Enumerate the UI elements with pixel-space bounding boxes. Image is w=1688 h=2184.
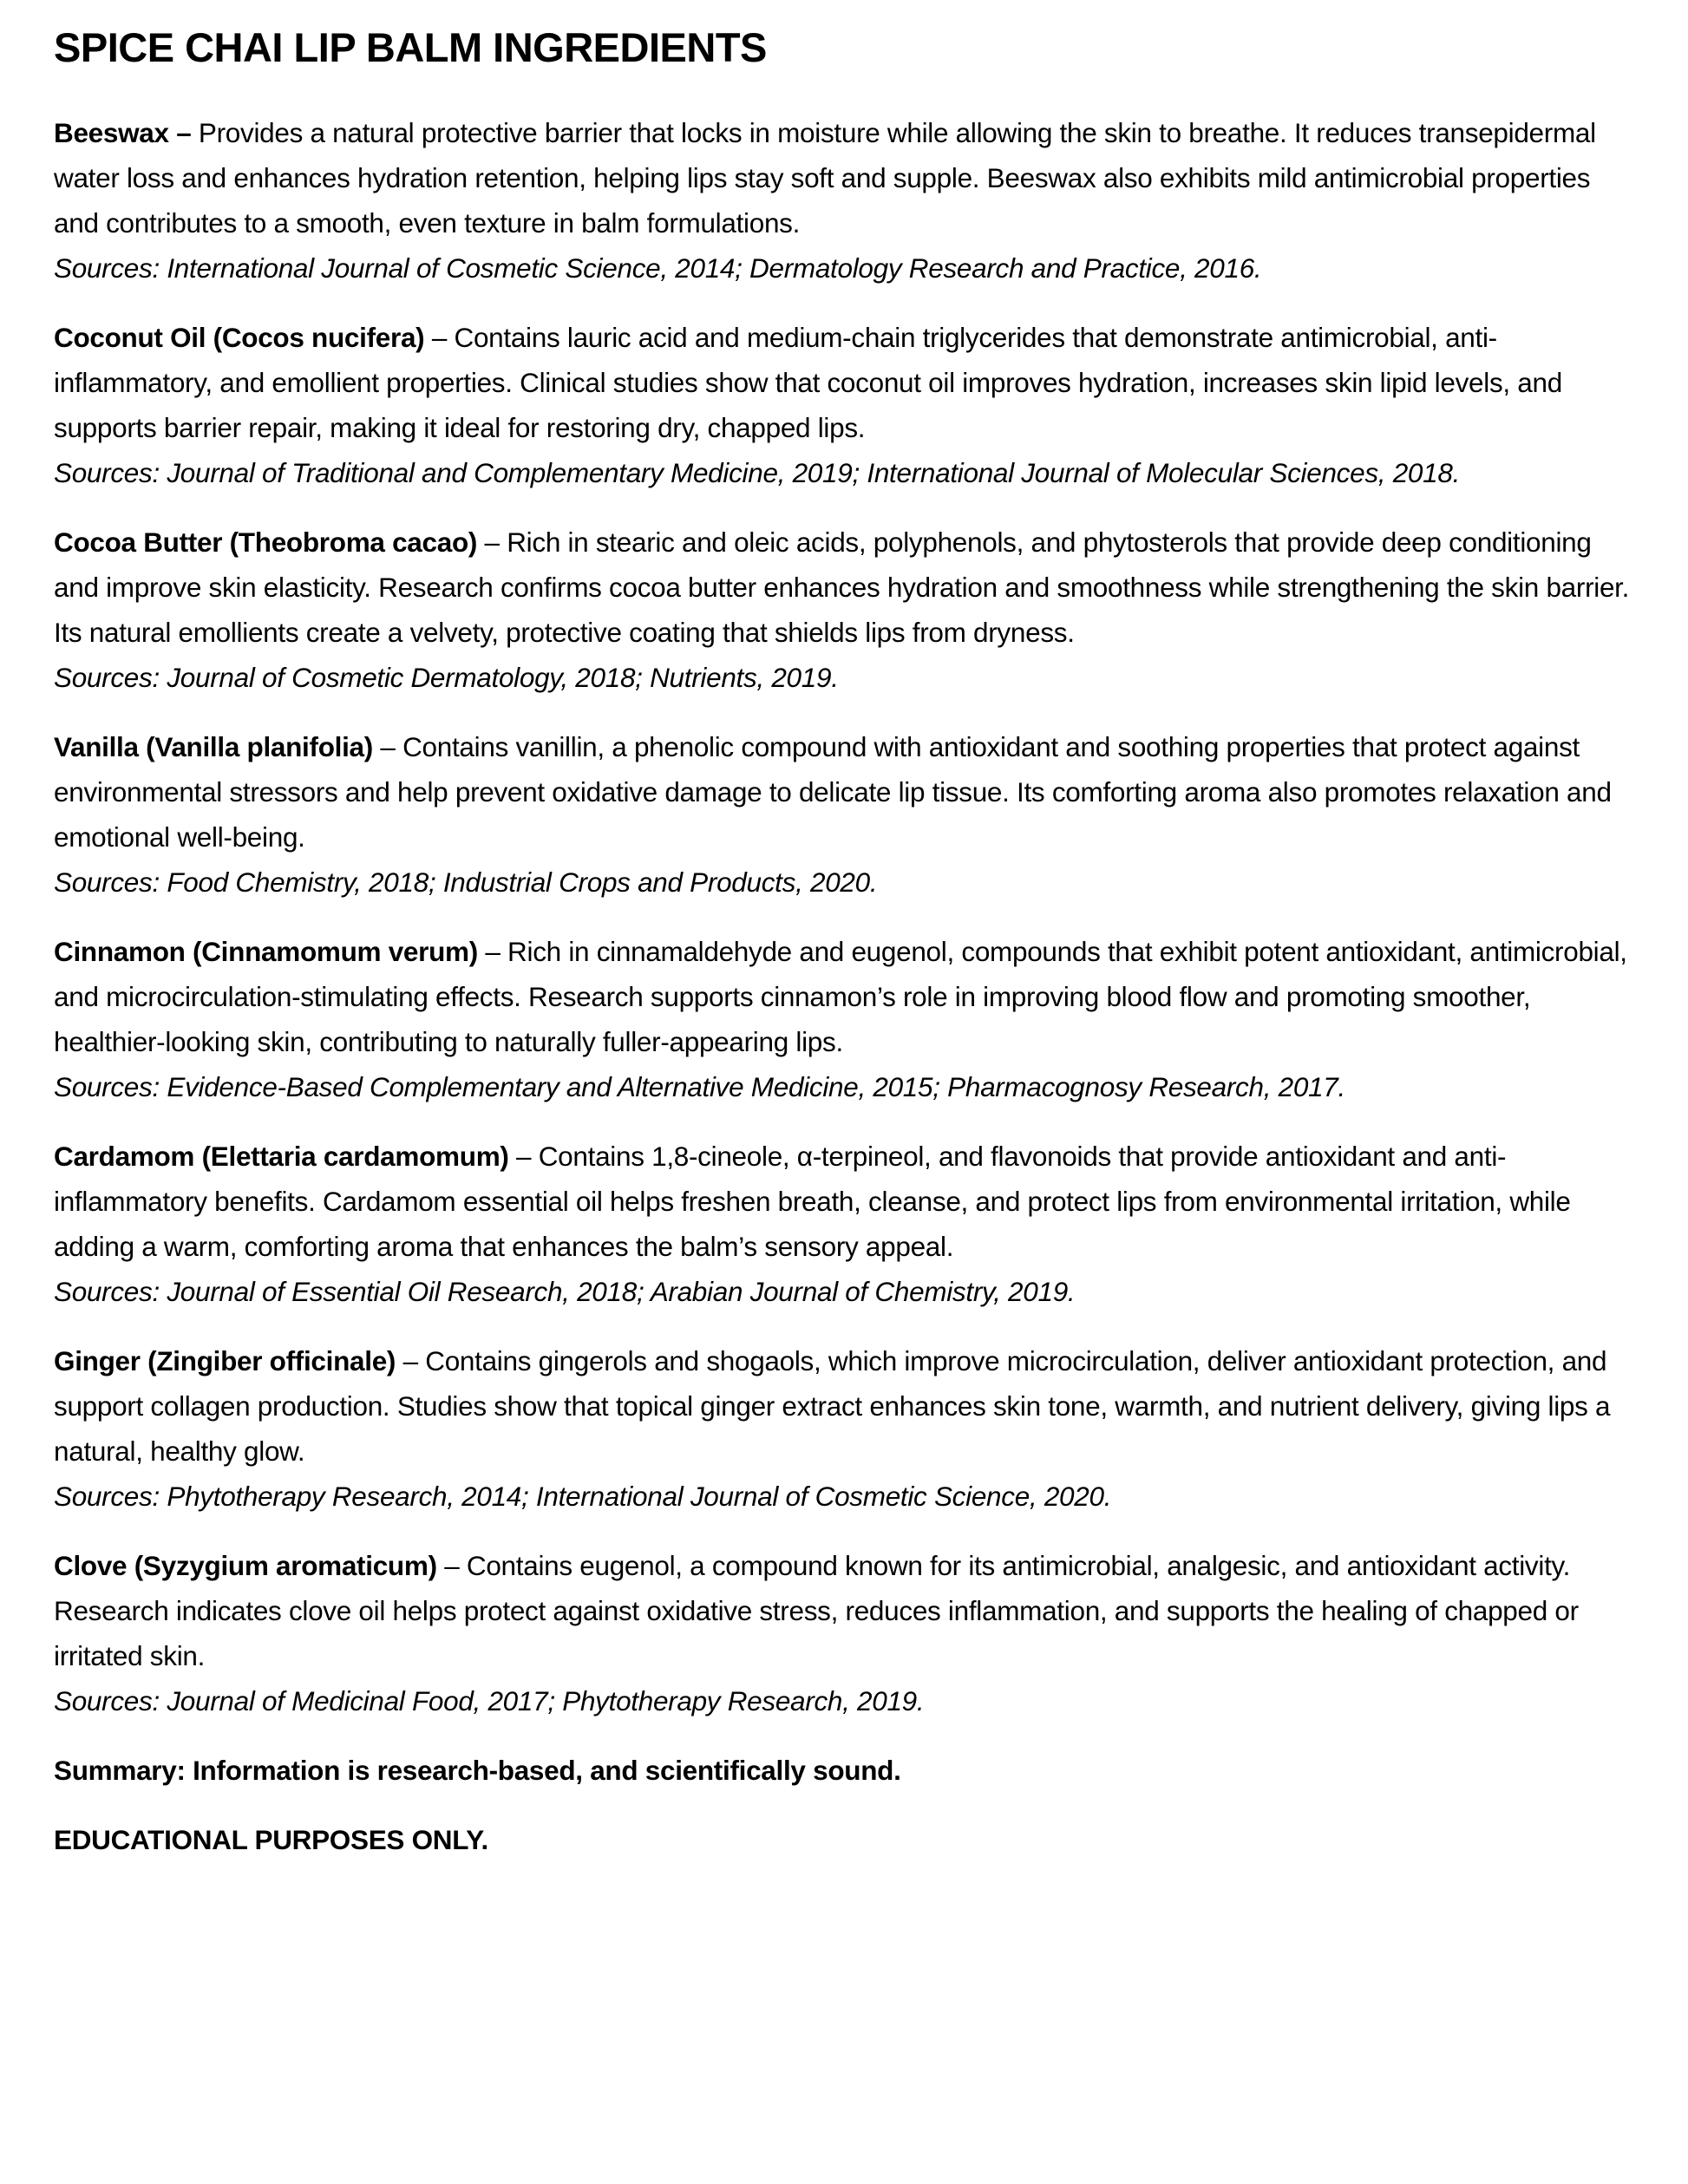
ingredient-sources: Sources: International Journal of Cosmetic Science, 2014; Dermatology Research and Practice, 2016. [54, 252, 1262, 284]
ingredient-description: – Contains 1,8-cineole, α-terpineol, and flavonoids that provide antioxidant and anti-inflammatory benefits. Cardamom essential oil helps freshen breath, cleanse, and protect lips from environmental irritation, while adding a warm, comforting aroma that enhances the balm’s sensory appeal. [54, 1140, 1571, 1262]
ingredient-name: Cinnamon (Cinnamomum verum) [54, 935, 478, 967]
ingredient-description: – Rich in stearic and oleic acids, polyphenols, and phytosterols that provide deep conditioning and improve skin elasticity. Research confirms cocoa butter enhances hydration and smoothness while strengthening the skin barrier. Its natural emollients create a velvety, protective coating that shields lips from dryness. [54, 526, 1630, 648]
ingredient-paragraph-beeswax [54, 110, 1634, 245]
ingredient-description: – Contains gingerols and shogaols, which improve microcirculation, deliver antioxidant protection, and support collagen production. Studies show that topical ginger extract enhances skin tone, warmth, and nutrient delivery, giving lips a natural, healthy glow. [54, 1344, 1611, 1467]
ingredient-sources: Sources: Journal of Cosmetic Dermatology, 2018; Nutrients, 2019. [54, 661, 839, 693]
ingredient-name: Vanilla (Vanilla planifolia) [54, 730, 373, 762]
disclaimer-statement: EDUCATIONAL PURPOSES ONLY. [54, 1823, 488, 1855]
document-title: SPICE CHAI LIP BALM INGREDIENTS [54, 24, 767, 70]
ingredient-description: – Rich in cinnamaldehyde and eugenol, compounds that exhibit potent antioxidant, antimicrobial, and microcirculation-stimulating effects. Research supports cinnamon’s role in improving blood flow and promoting smoother, healthier-looking skin, contributing to naturally fuller-appearing lips. [54, 935, 1627, 1057]
ingredient-sources: Sources: Food Chemistry, 2018; Industrial Crops and Products, 2020. [54, 866, 878, 898]
summary-statement: Summary: Information is research-based, and scientifically sound. [54, 1754, 901, 1786]
ingredient-paragraph-clove [54, 1543, 1634, 1678]
ingredient-paragraph-cardamom [54, 1134, 1634, 1269]
ingredient-name: Coconut Oil (Cocos nucifera) [54, 321, 425, 353]
ingredient-name: Clove (Syzygium aromaticum) [54, 1549, 437, 1581]
ingredient-description: Provides a natural protective barrier that locks in moisture while allowing the skin to breathe. It reduces transepidermal water loss and enhances hydration retention, helping lips stay soft and supple. Beeswax also exhibits mild antimicrobial properties and contributes to a smooth, even texture in balm formulations. [54, 116, 1596, 239]
ingredient-sources: Sources: Journal of Traditional and Complementary Medicine, 2019; International Journal of Molecular Sciences, 2018. [54, 456, 1461, 488]
ingredient-sources: Sources: Journal of Essential Oil Research, 2018; Arabian Journal of Chemistry, 2019. [54, 1275, 1076, 1307]
ingredient-name: Cardamom (Elettaria cardamomum) [54, 1140, 509, 1172]
ingredient-paragraph-coconut-oil [54, 315, 1634, 450]
ingredient-name: Beeswax – [54, 116, 192, 148]
ingredient-paragraph-vanilla [54, 724, 1634, 860]
ingredient-sources: Sources: Journal of Medicinal Food, 2017; Phytotherapy Research, 2019. [54, 1684, 925, 1716]
ingredient-name: Cocoa Butter (Theobroma cacao) [54, 526, 478, 558]
ingredient-sources: Sources: Evidence-Based Complementary and Alternative Medicine, 2015; Pharmacognosy Research, 2017. [54, 1070, 1345, 1102]
ingredient-name: Ginger (Zingiber officinale) [54, 1344, 396, 1376]
ingredient-sources: Sources: Phytotherapy Research, 2014; International Journal of Cosmetic Science, 2020. [54, 1480, 1112, 1512]
ingredient-description: – Contains eugenol, a compound known for its antimicrobial, analgesic, and antioxidant activity. Research indicates clove oil helps protect against oxidative stress, reduces inflammation, and supports the healing of chapped or irritated skin. [54, 1549, 1579, 1671]
ingredient-paragraph-ginger [54, 1338, 1634, 1474]
ingredient-description: – Contains vanillin, a phenolic compound with antioxidant and soothing properties that protect against environmental stressors and help prevent oxidative damage to delicate lip tissue. Its comforting aroma also promotes relaxation and emotional well-being. [54, 730, 1612, 853]
ingredient-paragraph-cinnamon [54, 929, 1634, 1064]
ingredient-paragraph-cocoa-butter [54, 520, 1634, 655]
ingredient-description: – Contains lauric acid and medium-chain triglycerides that demonstrate antimicrobial, anti-inflammatory, and emollient properties. Clinical studies show that coconut oil improves hydration, increases skin lipid levels, and supports barrier repair, making it ideal for restoring dry, chapped lips. [54, 321, 1562, 443]
